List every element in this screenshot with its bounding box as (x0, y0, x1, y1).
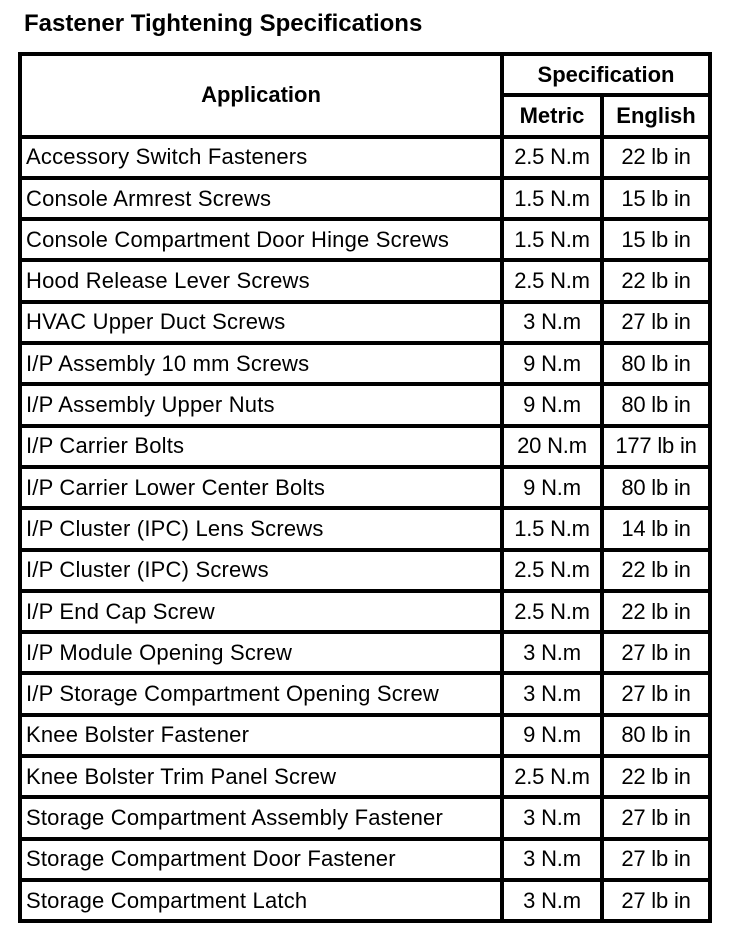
table-row (22, 428, 708, 465)
metric-cell: 2.5 N.m (504, 139, 600, 176)
english-cell: 80 lb in (604, 717, 708, 754)
metric-cell: 3 N.m (504, 634, 600, 671)
table-row (22, 221, 708, 258)
table-body (22, 139, 708, 920)
application-cell: Hood Release Lever Screws (22, 262, 500, 299)
application-cell: Console Armrest Screws (22, 180, 500, 217)
application-header: Application (22, 56, 500, 135)
english-cell: 27 lb in (604, 675, 708, 712)
metric-cell: 3 N.m (504, 675, 600, 712)
metric-cell: 1.5 N.m (504, 510, 600, 547)
english-cell: 15 lb in (604, 221, 708, 258)
english-cell: 27 lb in (604, 882, 708, 919)
english-cell: 14 lb in (604, 510, 708, 547)
metric-cell: 1.5 N.m (504, 221, 600, 258)
table-row (22, 139, 708, 176)
english-cell: 27 lb in (604, 841, 708, 878)
metric-cell: 9 N.m (504, 386, 600, 423)
table-row (22, 510, 708, 547)
application-cell: Knee Bolster Trim Panel Screw (22, 758, 500, 795)
table-row (22, 593, 708, 630)
metric-cell: 9 N.m (504, 469, 600, 506)
table-row (22, 841, 708, 878)
metric-cell: 2.5 N.m (504, 262, 600, 299)
english-cell: 22 lb in (604, 758, 708, 795)
application-cell: I/P Cluster (IPC) Screws (22, 552, 500, 589)
metric-cell: 3 N.m (504, 799, 600, 836)
table-row (22, 386, 708, 423)
table-row (22, 180, 708, 217)
application-cell: Console Compartment Door Hinge Screws (22, 221, 500, 258)
application-cell: I/P Module Opening Screw (22, 634, 500, 671)
page-title: Fastener Tightening Specifications (24, 10, 423, 37)
application-cell: Storage Compartment Door Fastener (22, 841, 500, 878)
metric-cell: 3 N.m (504, 304, 600, 341)
table-row (22, 345, 708, 382)
metric-cell: 3 N.m (504, 841, 600, 878)
metric-cell: 1.5 N.m (504, 180, 600, 217)
english-cell: 15 lb in (604, 180, 708, 217)
table-row (22, 799, 708, 836)
english-cell: 177 lb in (604, 428, 708, 465)
metric-cell: 2.5 N.m (504, 552, 600, 589)
application-cell: I/P Assembly 10 mm Screws (22, 345, 500, 382)
application-cell: Storage Compartment Latch (22, 882, 500, 919)
english-cell: 22 lb in (604, 593, 708, 630)
metric-cell: 9 N.m (504, 345, 600, 382)
table-row (22, 758, 708, 795)
english-cell: 80 lb in (604, 469, 708, 506)
table-row (22, 262, 708, 299)
english-cell: 27 lb in (604, 634, 708, 671)
english-cell: 80 lb in (604, 345, 708, 382)
application-cell: I/P Assembly Upper Nuts (22, 386, 500, 423)
english-cell: 22 lb in (604, 139, 708, 176)
english-cell: 22 lb in (604, 552, 708, 589)
english-cell: 80 lb in (604, 386, 708, 423)
english-cell: 22 lb in (604, 262, 708, 299)
metric-cell: 20 N.m (504, 428, 600, 465)
specification-header: Specification (504, 56, 708, 93)
english-cell: 27 lb in (604, 799, 708, 836)
header-row-top (22, 56, 708, 93)
application-cell: Accessory Switch Fasteners (22, 139, 500, 176)
table-row (22, 882, 708, 919)
english-cell: 27 lb in (604, 304, 708, 341)
table-row (22, 675, 708, 712)
table-row (22, 469, 708, 506)
metric-cell: 3 N.m (504, 882, 600, 919)
metric-cell: 2.5 N.m (504, 593, 600, 630)
application-cell: Storage Compartment Assembly Fastener (22, 799, 500, 836)
metric-cell: 2.5 N.m (504, 758, 600, 795)
metric-cell: 9 N.m (504, 717, 600, 754)
metric-header: Metric (504, 97, 600, 134)
fastener-spec-table (18, 52, 712, 923)
table-row (22, 552, 708, 589)
application-cell: Knee Bolster Fastener (22, 717, 500, 754)
table-row (22, 717, 708, 754)
application-cell: I/P Cluster (IPC) Lens Screws (22, 510, 500, 547)
application-cell: I/P Storage Compartment Opening Screw (22, 675, 500, 712)
application-cell: HVAC Upper Duct Screws (22, 304, 500, 341)
application-cell: I/P Carrier Lower Center Bolts (22, 469, 500, 506)
application-cell: I/P Carrier Bolts (22, 428, 500, 465)
table-row (22, 304, 708, 341)
table-row (22, 634, 708, 671)
application-cell: I/P End Cap Screw (22, 593, 500, 630)
english-header: English (604, 97, 708, 134)
